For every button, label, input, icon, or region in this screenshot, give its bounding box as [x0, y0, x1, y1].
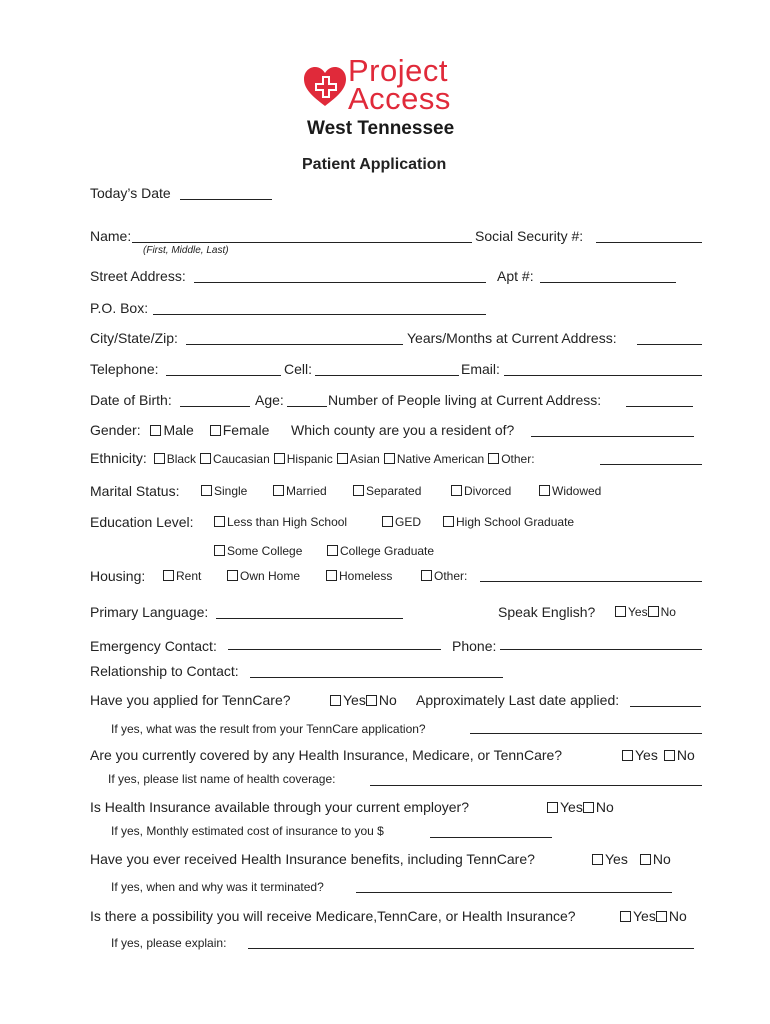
- education-college-grad: [327, 544, 434, 558]
- coverage-name-label: If yes, please list name of health coverage:: [108, 772, 336, 786]
- terminated-field[interactable]: [356, 892, 672, 893]
- county-label: Which county are you a resident of?: [291, 422, 515, 438]
- received-options: [592, 851, 671, 867]
- no-label: No: [676, 747, 695, 763]
- years-months-label: Years/Months at Current Address:: [407, 330, 617, 346]
- gender-row: [90, 422, 269, 438]
- phone-label: Phone:: [452, 638, 497, 654]
- ethnicity-option: Caucasian: [213, 452, 270, 466]
- covered-options: [622, 747, 695, 763]
- housing-label: Housing:: [90, 568, 146, 584]
- ethnicity-option: Black: [166, 452, 197, 466]
- housing-rent-checkbox[interactable]: [163, 570, 174, 581]
- apt-field[interactable]: [540, 282, 676, 283]
- yes-label: Yes: [605, 851, 628, 867]
- marital-single: [201, 484, 247, 498]
- city-label: City/State/Zip:: [90, 330, 178, 346]
- male-label: Male: [163, 422, 194, 438]
- education-option: High School Graduate: [456, 515, 575, 529]
- apt-label: Apt #:: [497, 268, 534, 284]
- logo-line2: Access: [348, 81, 451, 116]
- marital-option: Single: [214, 484, 248, 498]
- marital-married-checkbox[interactable]: [273, 485, 284, 496]
- county-field[interactable]: [531, 436, 694, 437]
- received-yes-checkbox[interactable]: [592, 854, 603, 865]
- name-field[interactable]: [132, 242, 472, 243]
- explain-label: If yes, please explain:: [111, 936, 227, 950]
- marital-single-checkbox[interactable]: [201, 485, 212, 496]
- marital-separated-checkbox[interactable]: [353, 485, 364, 496]
- emergency-label: Emergency Contact:: [90, 638, 217, 654]
- ethnicity-caucasian-checkbox[interactable]: [200, 453, 211, 464]
- received-no-checkbox[interactable]: [640, 854, 651, 865]
- years-months-field[interactable]: [637, 344, 702, 345]
- name-hint: (First, Middle, Last): [143, 245, 229, 256]
- explain-field[interactable]: [248, 948, 694, 949]
- speak-english-label: Speak English?: [498, 604, 596, 620]
- marital-divorced-checkbox[interactable]: [451, 485, 462, 496]
- possibility-no-checkbox[interactable]: [656, 911, 667, 922]
- ethnicity-label: Ethnicity:: [90, 450, 147, 466]
- relationship-field[interactable]: [250, 677, 503, 678]
- todays-date-label: Today’s Date: [90, 185, 171, 201]
- num-people-label: Number of People living at Current Address:: [328, 392, 602, 408]
- housing-own-checkbox[interactable]: [227, 570, 238, 581]
- age-field[interactable]: [287, 406, 327, 407]
- education-less-hs-checkbox[interactable]: [214, 516, 225, 527]
- tenncare-result-field[interactable]: [470, 733, 702, 734]
- covered-no-checkbox[interactable]: [664, 750, 675, 761]
- speak-english-options: [615, 605, 676, 619]
- monthly-cost-field[interactable]: [430, 837, 552, 838]
- relationship-label: Relationship to Contact:: [90, 663, 239, 679]
- no-label: No: [652, 851, 671, 867]
- education-option: GED: [395, 515, 422, 529]
- ethnicity-option: Native American: [396, 452, 485, 466]
- education-option: College Graduate: [340, 544, 435, 558]
- ethnicity-option: Other:: [501, 452, 535, 466]
- logo: [302, 53, 462, 142]
- street-label: Street Address:: [90, 268, 186, 284]
- female-label: Female: [222, 422, 270, 438]
- english-no-checkbox[interactable]: [648, 606, 659, 617]
- marital-option: Divorced: [464, 484, 512, 498]
- ethnicity-other-field[interactable]: [600, 464, 702, 465]
- housing-homeless-checkbox[interactable]: [326, 570, 337, 581]
- dob-label: Date of Birth:: [90, 392, 172, 408]
- ethnicity-option: Asian: [349, 452, 380, 466]
- tenncare-result-label: If yes, what was the result from your TennCare application?: [111, 722, 426, 736]
- education-less-hs: [214, 515, 347, 529]
- marital-label: Marital Status:: [90, 483, 180, 499]
- education-ged-checkbox[interactable]: [382, 516, 393, 527]
- tenncare-no-checkbox[interactable]: [366, 695, 377, 706]
- ssn-label: Social Security #:: [475, 228, 584, 244]
- education-college-grad-checkbox[interactable]: [327, 545, 338, 556]
- email-field[interactable]: [504, 375, 702, 376]
- marital-widowed: [539, 484, 601, 498]
- female-checkbox[interactable]: [210, 425, 221, 436]
- marital-separated: [353, 484, 421, 498]
- coverage-name-field[interactable]: [370, 785, 702, 786]
- ssn-field[interactable]: [596, 242, 702, 243]
- employer-options: [547, 799, 614, 815]
- yes-label: Yes: [633, 908, 656, 924]
- housing-option: Own Home: [240, 569, 301, 583]
- ethnicity-other-checkbox[interactable]: [488, 453, 499, 464]
- tenncare-yes-checkbox[interactable]: [330, 695, 341, 706]
- name-label: Name:: [90, 228, 132, 244]
- marital-option: Widowed: [552, 484, 602, 498]
- gender-label: Gender:: [90, 422, 141, 438]
- housing-own: [227, 569, 300, 583]
- housing-homeless: [326, 569, 392, 583]
- po-box-label: P.O. Box:: [90, 300, 149, 316]
- ethnicity-native-american-checkbox[interactable]: [384, 453, 395, 464]
- possibility-label: Is there a possibility you will receive Medicare,TennCare, or Health Insurance?: [90, 908, 576, 924]
- email-label: Email:: [461, 361, 500, 377]
- education-hs-grad-checkbox[interactable]: [443, 516, 454, 527]
- ethnicity-black-checkbox[interactable]: [154, 453, 165, 464]
- ethnicity-hispanic-checkbox[interactable]: [274, 453, 285, 464]
- cell-field[interactable]: [315, 375, 459, 376]
- no-label: No: [668, 908, 687, 924]
- language-label: Primary Language:: [90, 604, 209, 620]
- language-field[interactable]: [216, 618, 403, 619]
- covered-label: Are you currently covered by any Health Insurance, Medicare, or TennCare?: [90, 747, 563, 763]
- housing-rent: [163, 569, 201, 583]
- last-date-label: Approximately Last date applied:: [416, 692, 620, 708]
- telephone-field[interactable]: [166, 375, 281, 376]
- street-field[interactable]: [194, 282, 486, 283]
- male-checkbox[interactable]: [150, 425, 161, 436]
- num-people-field[interactable]: [626, 406, 693, 407]
- last-date-field[interactable]: [630, 706, 701, 707]
- education-hs-grad: [443, 515, 574, 529]
- yes-label: Yes: [635, 747, 658, 763]
- marital-divorced: [451, 484, 511, 498]
- housing-option: Other:: [434, 569, 468, 583]
- covered-yes-checkbox[interactable]: [622, 750, 633, 761]
- ethnicity-option: Hispanic: [286, 452, 333, 466]
- english-yes-checkbox[interactable]: [615, 606, 626, 617]
- employer-yes-checkbox[interactable]: [547, 802, 558, 813]
- monthly-cost-label: If yes, Monthly estimated cost of insurance to you $: [111, 824, 384, 838]
- education-ged: [382, 515, 421, 529]
- education-option: Less than High School: [227, 515, 348, 529]
- ethnicity-asian-checkbox[interactable]: [337, 453, 348, 464]
- age-label: Age:: [255, 392, 284, 408]
- no-label: No: [378, 692, 397, 708]
- education-some-college-checkbox[interactable]: [214, 545, 225, 556]
- no-label: No: [660, 605, 676, 619]
- employer-no-checkbox[interactable]: [583, 802, 594, 813]
- yes-label: Yes: [343, 692, 366, 708]
- todays-date-field[interactable]: [180, 199, 272, 200]
- housing-option: Rent: [176, 569, 202, 583]
- emergency-field[interactable]: [228, 649, 441, 650]
- po-box-field[interactable]: [153, 314, 486, 315]
- education-some-college: [214, 544, 302, 558]
- city-field[interactable]: [186, 344, 403, 345]
- ethnicity-row: [90, 450, 535, 466]
- dob-field[interactable]: [180, 406, 250, 407]
- marital-option: Separated: [366, 484, 422, 498]
- yes-label: Yes: [560, 799, 583, 815]
- housing-other: [421, 569, 467, 583]
- phone-field[interactable]: [500, 649, 702, 650]
- terminated-label: If yes, when and why was it terminated?: [111, 880, 324, 894]
- logo-subtitle: West Tennessee: [307, 118, 455, 139]
- housing-other-checkbox[interactable]: [421, 570, 432, 581]
- telephone-label: Telephone:: [90, 361, 159, 377]
- education-label: Education Level:: [90, 514, 194, 530]
- housing-option: Homeless: [339, 569, 393, 583]
- education-option: Some College: [227, 544, 303, 558]
- yes-label: Yes: [628, 605, 648, 619]
- possibility-options: [620, 908, 687, 924]
- page-title: Patient Application: [302, 156, 447, 173]
- tenncare-applied-label: Have you applied for TennCare?: [90, 692, 291, 708]
- marital-married: [273, 484, 327, 498]
- possibility-yes-checkbox[interactable]: [620, 911, 631, 922]
- marital-widowed-checkbox[interactable]: [539, 485, 550, 496]
- tenncare-applied-options: [330, 692, 397, 708]
- housing-other-field[interactable]: [480, 581, 702, 582]
- logo-line1: Project: [348, 53, 448, 88]
- marital-option: Married: [286, 484, 327, 498]
- employer-label: Is Health Insurance available through your current employer?: [90, 799, 469, 815]
- received-label: Have you ever received Health Insurance benefits, including TennCare?: [90, 851, 535, 867]
- cell-label: Cell:: [284, 361, 313, 377]
- heart-cross-icon: [302, 64, 348, 110]
- no-label: No: [595, 799, 614, 815]
